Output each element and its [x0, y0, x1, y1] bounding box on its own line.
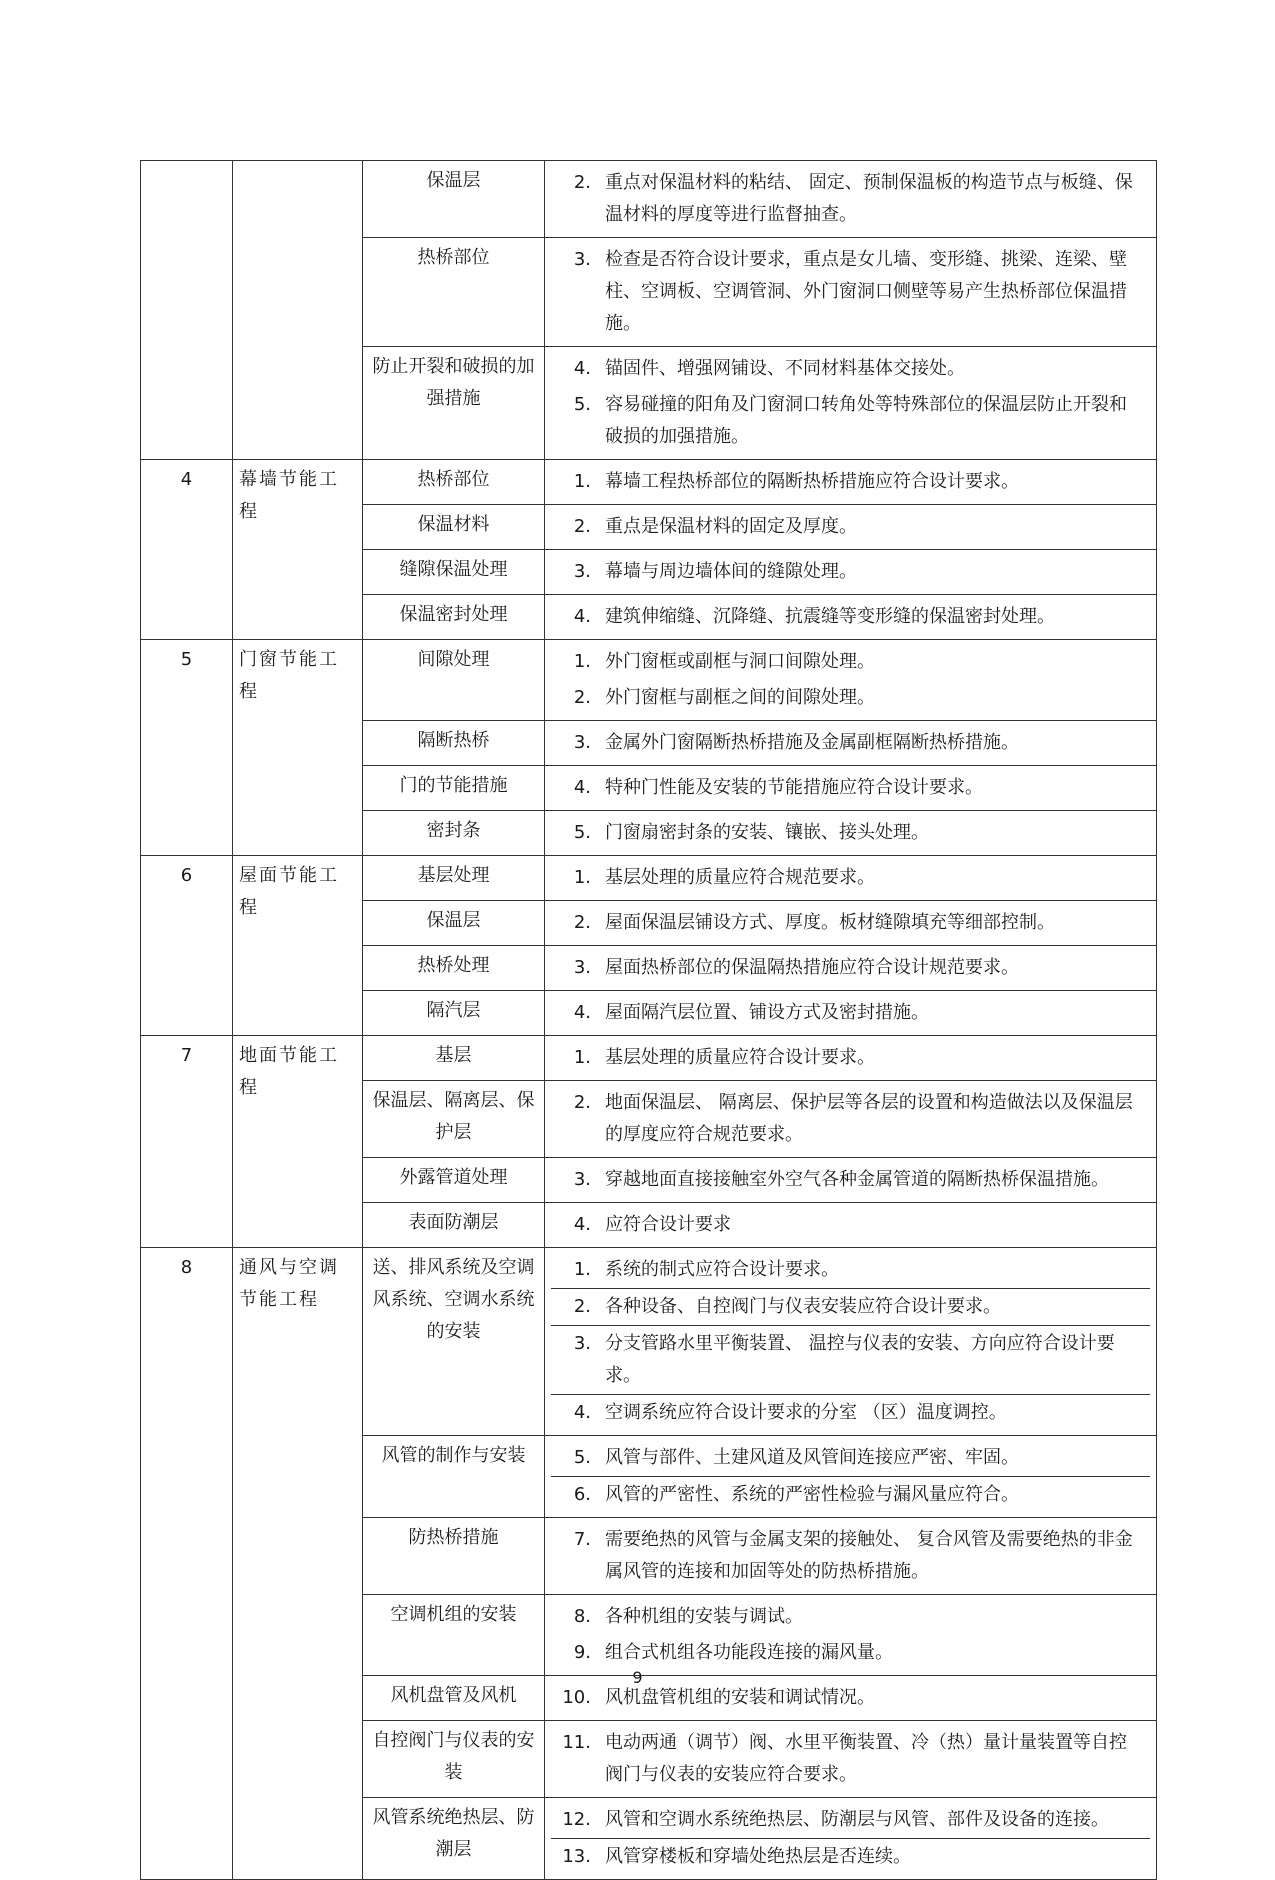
- requirement-line: [551, 860, 1150, 896]
- requirement-text: 风管的严密性、系统的严密性检验与漏风量应符合。: [605, 1484, 1019, 1505]
- requirement-text: 容易碰撞的阳角及门窗洞口转角处等特殊部位的保温层防止开裂和破损的加强措施。: [605, 394, 1127, 447]
- project-cell: 屋面节能工程: [233, 856, 363, 1036]
- requirement-line: [551, 1599, 1150, 1635]
- requirement-number: 5.: [573, 822, 591, 843]
- requirement-line: [551, 242, 1150, 342]
- requirement-cell: [545, 460, 1157, 505]
- project-cell: 门窗节能工程: [233, 640, 363, 856]
- requirement-text: 风管与部件、土建风道及风管间连接应严密、牢固。: [605, 1447, 1019, 1468]
- requirement-number: 5.: [573, 1447, 591, 1468]
- row-number-cell: [141, 161, 233, 460]
- requirement-number: 2.: [573, 1092, 591, 1113]
- requirement-line: [551, 1802, 1150, 1838]
- requirement-line: [551, 1252, 1150, 1288]
- requirement-line: [551, 905, 1150, 941]
- inspection-item-cell: 门的节能措施: [363, 766, 545, 811]
- inspection-item-cell: 风管的制作与安装: [363, 1436, 545, 1518]
- requirement-line: [551, 815, 1150, 851]
- requirement-cell: [545, 766, 1157, 811]
- project-cell: [233, 161, 363, 460]
- requirement-cell: [545, 1158, 1157, 1203]
- requirement-line: [551, 725, 1150, 761]
- requirement-number: 12.: [562, 1809, 591, 1830]
- inspection-item-cell: 自控阀门与仪表的安装: [363, 1721, 545, 1798]
- requirement-number: 2.: [573, 687, 591, 708]
- requirement-line: [551, 464, 1150, 500]
- inspection-item-cell: 外露管道处理: [363, 1158, 545, 1203]
- requirement-number: 3.: [573, 732, 591, 753]
- requirement-text: 需要绝热的风管与金属支架的接触处、 复合风管及需要绝热的非金属风管的连接和加固等处的防热桥措施。: [605, 1529, 1133, 1582]
- requirement-line: [551, 1162, 1150, 1198]
- requirement-line: [551, 599, 1150, 635]
- requirement-number: 7.: [573, 1529, 591, 1550]
- requirement-text: 外门窗框或副框与洞口间隙处理。: [605, 651, 875, 672]
- requirement-number: 2.: [573, 172, 591, 193]
- inspection-item-cell: 保温层: [363, 161, 545, 238]
- row-number-cell: 4: [141, 460, 233, 640]
- table-row: [141, 856, 1157, 901]
- requirement-line: [551, 1085, 1150, 1153]
- requirement-line: [551, 995, 1150, 1031]
- requirement-number: 1.: [573, 471, 591, 492]
- requirement-line: [551, 644, 1150, 680]
- requirement-cell: [545, 946, 1157, 991]
- inspection-item-cell: 保温层、隔离层、保护层: [363, 1081, 545, 1158]
- requirement-cell: [545, 1595, 1157, 1676]
- requirement-number: 13.: [562, 1846, 591, 1867]
- inspection-item-cell: 热桥处理: [363, 946, 545, 991]
- requirement-cell: [545, 1203, 1157, 1248]
- inspection-item-cell: 热桥部位: [363, 460, 545, 505]
- requirement-text: 穿越地面直接接触室外空气各种金属管道的隔断热桥保温措施。: [605, 1169, 1109, 1190]
- inspection-item-cell: 风机盘管及风机: [363, 1676, 545, 1721]
- table-row: [141, 161, 1157, 238]
- requirement-text: 幕墙与周边墙体间的缝隙处理。: [605, 561, 857, 582]
- requirement-cell: [545, 347, 1157, 460]
- inspection-item-cell: 保温密封处理: [363, 595, 545, 640]
- requirement-text: 基层处理的质量应符合规范要求。: [605, 867, 875, 888]
- inspection-item-cell: 间隙处理: [363, 640, 545, 721]
- requirement-line: [551, 1635, 1150, 1671]
- requirement-text: 屋面热桥部位的保温隔热措施应符合设计规范要求。: [605, 957, 1019, 978]
- requirement-cell: [545, 1036, 1157, 1081]
- project-cell: 通风与空调节能工程: [233, 1248, 363, 1880]
- requirement-line: [551, 351, 1150, 387]
- requirement-cell: [545, 550, 1157, 595]
- row-number-cell: 6: [141, 856, 233, 1036]
- requirement-number: 10.: [562, 1687, 591, 1708]
- requirement-line: [551, 165, 1150, 233]
- requirement-number: 4.: [573, 1402, 591, 1423]
- requirement-number: 4.: [573, 1002, 591, 1023]
- inspection-item-cell: 风管系统绝热层、防潮层: [363, 1798, 545, 1880]
- requirement-number: 2.: [573, 516, 591, 537]
- requirement-text: 风管穿楼板和穿墙处绝热层是否连续。: [605, 1846, 911, 1867]
- requirement-cell: [545, 1798, 1157, 1880]
- requirement-number: 3.: [573, 957, 591, 978]
- requirement-text: 各种机组的安装与调试。: [605, 1606, 803, 1627]
- requirement-line: [551, 770, 1150, 806]
- requirement-line: [551, 1476, 1150, 1513]
- requirement-number: 3.: [573, 249, 591, 270]
- requirement-cell: [545, 721, 1157, 766]
- requirement-number: 8.: [573, 1606, 591, 1627]
- requirement-text: 锚固件、增强网铺设、不同材料基体交接处。: [605, 358, 965, 379]
- requirement-line: [551, 1725, 1150, 1793]
- requirement-text: 屋面隔汽层位置、铺设方式及密封措施。: [605, 1002, 929, 1023]
- requirement-number: 1.: [573, 1047, 591, 1068]
- requirement-text: 空调系统应符合设计要求的分室 （区）温度调控。: [605, 1402, 1007, 1423]
- requirement-cell: [545, 811, 1157, 856]
- requirement-number: 1.: [573, 867, 591, 888]
- table-row: [141, 460, 1157, 505]
- inspection-item-cell: 缝隙保温处理: [363, 550, 545, 595]
- requirement-number: 3.: [573, 1169, 591, 1190]
- requirement-line: [551, 1838, 1150, 1875]
- requirement-cell: [545, 1518, 1157, 1595]
- project-cell: 幕墙节能工程: [233, 460, 363, 640]
- table-row: [141, 1248, 1157, 1436]
- requirement-cell: [545, 640, 1157, 721]
- requirement-text: 风机盘管机组的安装和调试情况。: [605, 1687, 875, 1708]
- inspection-item-cell: 表面防潮层: [363, 1203, 545, 1248]
- requirement-text: 外门窗框与副框之间的间隙处理。: [605, 687, 875, 708]
- inspection-item-cell: 送、排风系统及空调风系统、空调水系统的安装: [363, 1248, 545, 1436]
- requirement-text: 幕墙工程热桥部位的隔断热桥措施应符合设计要求。: [605, 471, 1019, 492]
- page-number: 9: [632, 1668, 643, 1687]
- requirement-number: 11.: [562, 1732, 591, 1753]
- row-number-cell: 7: [141, 1036, 233, 1248]
- requirement-number: 1.: [573, 651, 591, 672]
- requirement-line: [551, 1288, 1150, 1325]
- requirement-cell: [545, 1436, 1157, 1518]
- requirement-text: 建筑伸缩缝、沉降缝、抗震缝等变形缝的保温密封处理。: [605, 606, 1055, 627]
- requirement-line: [551, 509, 1150, 545]
- requirement-text: 重点对保温材料的粘结、 固定、预制保温板的构造节点与板缝、保温材料的厚度等进行监督抽查。: [605, 172, 1133, 225]
- inspection-item-cell: 热桥部位: [363, 238, 545, 347]
- requirement-cell: [545, 901, 1157, 946]
- project-cell: 地面节能工程: [233, 1036, 363, 1248]
- requirement-text: 屋面保温层铺设方式、厚度。板材缝隙填充等细部控制。: [605, 912, 1055, 933]
- inspection-item-cell: 隔断热桥: [363, 721, 545, 766]
- inspection-item-cell: 隔汽层: [363, 991, 545, 1036]
- requirement-cell: [545, 991, 1157, 1036]
- requirement-line: [551, 1394, 1150, 1431]
- inspection-table: [140, 160, 1157, 1880]
- requirement-number: 2.: [573, 1296, 591, 1317]
- inspection-item-cell: 基层: [363, 1036, 545, 1081]
- requirement-text: 金属外门窗隔断热桥措施及金属副框隔断热桥措施。: [605, 732, 1019, 753]
- requirement-line: [551, 1440, 1150, 1476]
- requirement-line: [551, 387, 1150, 455]
- requirement-line: [551, 554, 1150, 590]
- requirement-text: 分支管路水里平衡装置、 温控与仪表的安装、方向应符合设计要求。: [605, 1333, 1115, 1386]
- requirement-cell: [545, 161, 1157, 238]
- requirement-number: 4.: [573, 358, 591, 379]
- requirement-line: [551, 950, 1150, 986]
- inspection-item-cell: 空调机组的安装: [363, 1595, 545, 1676]
- requirement-number: 3.: [573, 561, 591, 582]
- row-number-cell: 8: [141, 1248, 233, 1880]
- requirement-text: 特种门性能及安装的节能措施应符合设计要求。: [605, 777, 983, 798]
- inspection-item-cell: 密封条: [363, 811, 545, 856]
- requirement-number: 4.: [573, 777, 591, 798]
- requirement-line: [551, 1207, 1150, 1243]
- table-row: [141, 1036, 1157, 1081]
- inspection-item-cell: 防热桥措施: [363, 1518, 545, 1595]
- inspection-item-cell: 防止开裂和破损的加强措施: [363, 347, 545, 460]
- row-number-cell: 5: [141, 640, 233, 856]
- requirement-number: 9.: [573, 1642, 591, 1663]
- requirement-number: 4.: [573, 1214, 591, 1235]
- inspection-item-cell: 保温层: [363, 901, 545, 946]
- inspection-item-cell: 基层处理: [363, 856, 545, 901]
- requirement-cell: [545, 595, 1157, 640]
- requirement-cell: [545, 1721, 1157, 1798]
- requirement-text: 应符合设计要求: [605, 1214, 731, 1235]
- requirement-text: 组合式机组各功能段连接的漏风量。: [605, 1642, 893, 1663]
- requirement-text: 电动两通（调节）阀、水里平衡装置、冷（热）量计量装置等自控阀门与仪表的安装应符合要求。: [605, 1732, 1127, 1785]
- requirement-cell: [545, 1248, 1157, 1436]
- requirement-cell: [545, 1081, 1157, 1158]
- requirement-text: 重点是保温材料的固定及厚度。: [605, 516, 857, 537]
- table-row: [141, 640, 1157, 721]
- requirement-number: 3.: [573, 1333, 591, 1354]
- requirement-text: 风管和空调水系统绝热层、防潮层与风管、部件及设备的连接。: [605, 1809, 1109, 1830]
- requirement-line: [551, 1325, 1150, 1394]
- requirement-text: 检查是否符合设计要求，重点是女儿墙、变形缝、挑梁、连梁、壁柱、空调板、空调管洞、外门窗洞口侧壁等易产生热桥部位保温措施。: [605, 249, 1127, 334]
- requirement-text: 基层处理的质量应符合设计要求。: [605, 1047, 875, 1068]
- requirement-line: [551, 1522, 1150, 1590]
- requirement-text: 各种设备、自控阀门与仪表安装应符合设计要求。: [605, 1296, 1001, 1317]
- requirement-text: 门窗扇密封条的安装、镶嵌、接头处理。: [605, 822, 929, 843]
- requirement-number: 1.: [573, 1259, 591, 1280]
- requirement-line: [551, 1040, 1150, 1076]
- requirement-text: 系统的制式应符合设计要求。: [605, 1259, 839, 1280]
- requirement-line: [551, 680, 1150, 716]
- requirement-text: 地面保温层、 隔离层、保护层等各层的设置和构造做法以及保温层的厚度应符合规范要求。: [605, 1092, 1133, 1145]
- requirement-number: 5.: [573, 394, 591, 415]
- requirement-number: 4.: [573, 606, 591, 627]
- inspection-item-cell: 保温材料: [363, 505, 545, 550]
- requirement-number: 6.: [573, 1484, 591, 1505]
- requirement-cell: [545, 505, 1157, 550]
- requirement-number: 2.: [573, 912, 591, 933]
- requirement-cell: [545, 238, 1157, 347]
- requirement-cell: [545, 856, 1157, 901]
